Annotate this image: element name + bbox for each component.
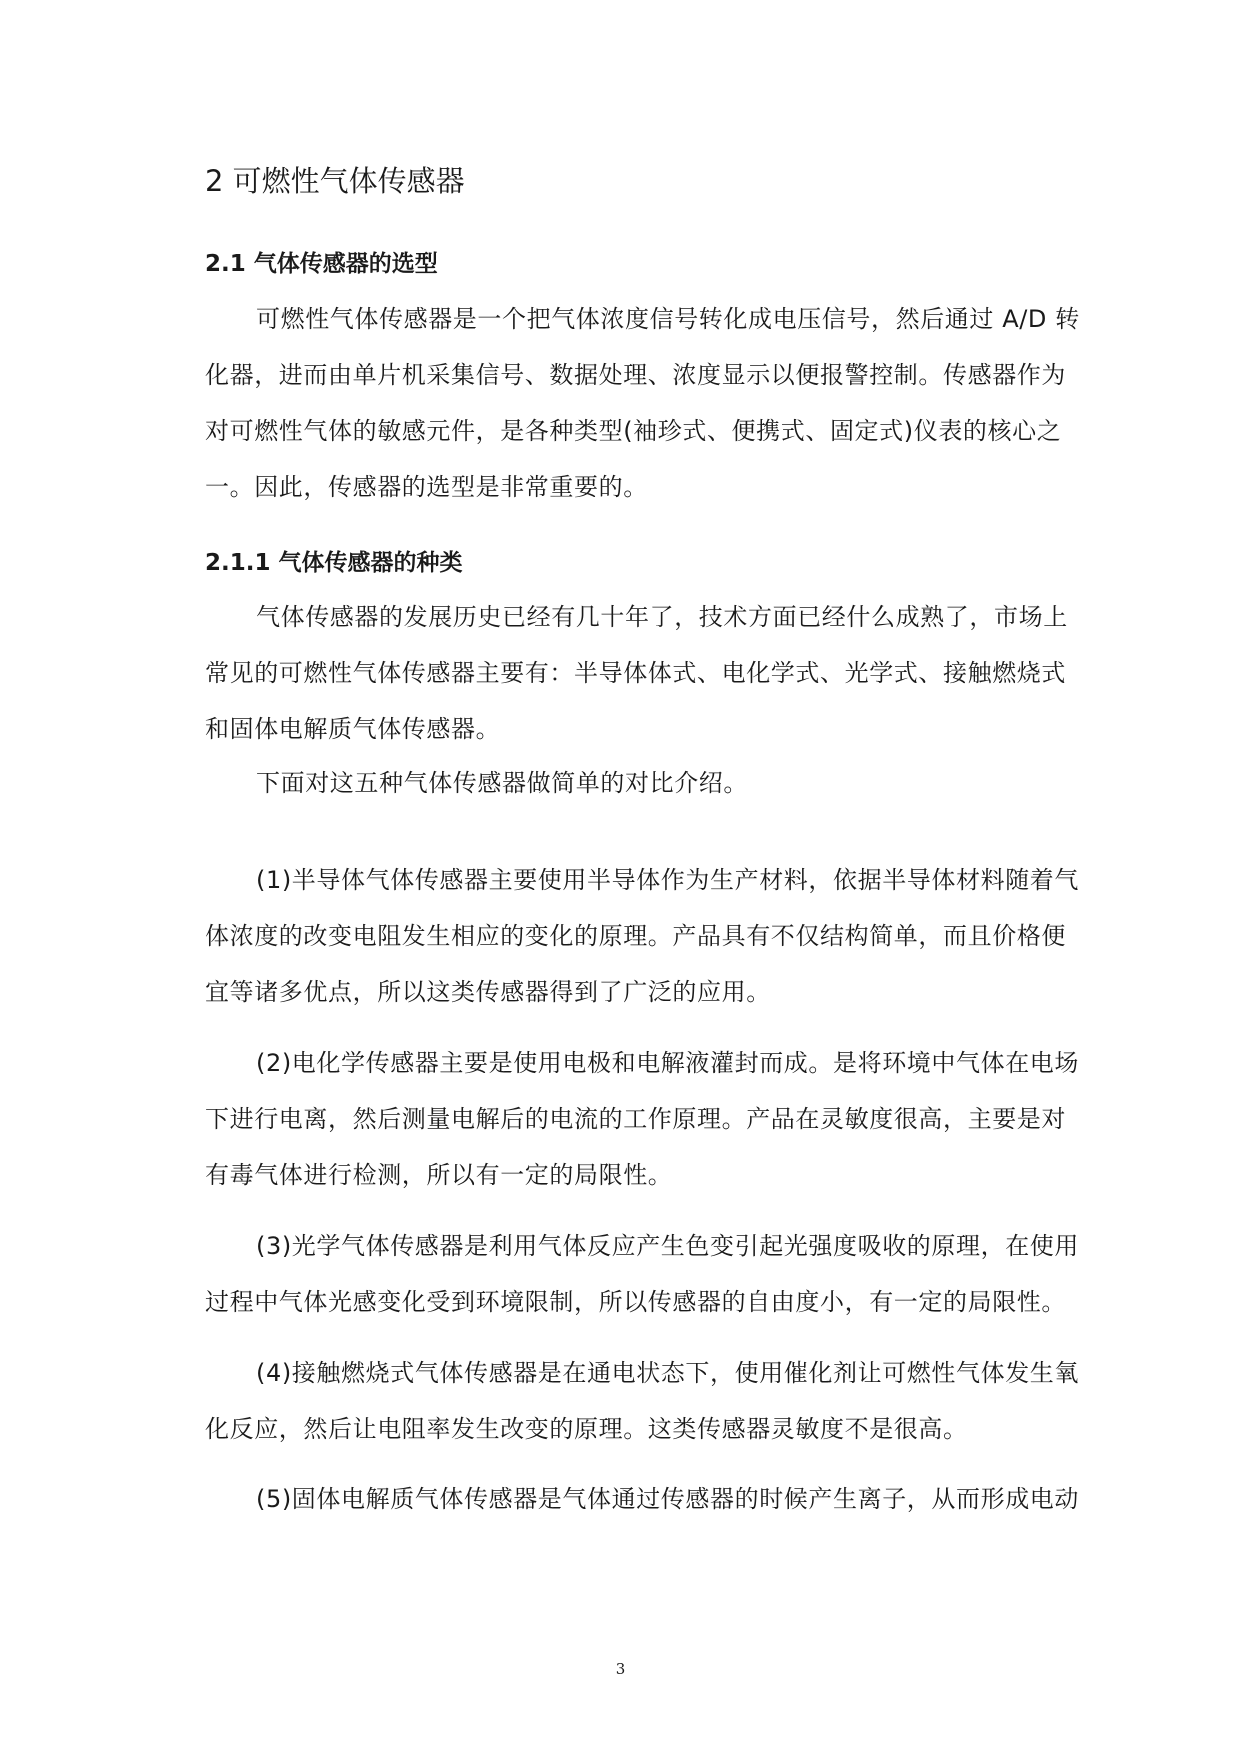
paragraph-line: (3)光学气体传感器是利用气体反应产生色变引起光强度吸收的原理，在使用: [256, 1232, 1079, 1260]
paragraph-line: 宜等诸多优点，所以这类传感器得到了广泛的应用。: [205, 978, 771, 1006]
paragraph-line: 一。因此，传感器的选型是非常重要的。: [205, 473, 648, 501]
paragraph-line: (5)固体电解质气体传感器是气体通过传感器的时候产生离子，从而形成电动: [256, 1485, 1079, 1513]
paragraph-line: 常见的可燃性气体传感器主要有：半导体体式、电化学式、光学式、接触燃烧式: [205, 659, 1066, 687]
paragraph-semiconductor: [205, 852, 1085, 1020]
paragraph-line: 体浓度的改变电阻发生相应的变化的原理。产品具有不仅结构简单，而且价格便: [205, 922, 1066, 950]
paragraph-line: 可燃性气体传感器是一个把气体浓度信号转化成电压信号，然后通过 A/D 转: [256, 305, 1080, 333]
paragraph-line: 和固体电解质气体传感器。: [205, 715, 501, 743]
chapter-heading: 2 可燃性气体传感器: [205, 164, 465, 198]
paragraph-line: (4)接触燃烧式气体传感器是在通电状态下，使用催化剂让可燃性气体发生氧: [256, 1359, 1079, 1387]
paragraph-line: 化器，进而由单片机采集信号、数据处理、浓度显示以便报警控制。传感器作为: [205, 361, 1066, 389]
paragraph-line: (2)电化学传感器主要是使用电极和电解液灌封而成。是将环境中气体在电场: [256, 1049, 1079, 1077]
paragraph-line: 对可燃性气体的敏感元件，是各种类型(袖珍式、便携式、固定式)仪表的核心之: [205, 417, 1062, 445]
paragraph-line: 化反应，然后让电阻率发生改变的原理。这类传感器灵敏度不是很高。: [205, 1415, 968, 1443]
page-number: 3: [615, 1660, 626, 1678]
paragraph-electrochemical: [205, 1035, 1085, 1203]
section-heading: 2.1 气体传感器的选型: [205, 251, 438, 277]
subsection-heading: 2.1.1 气体传感器的种类: [205, 550, 463, 576]
paragraph-line: 有毒气体进行检测，所以有一定的局限性。: [205, 1161, 673, 1189]
paragraph-solid-electrolyte: [205, 1471, 1085, 1527]
paragraph-line: 过程中气体光感变化受到环境限制，所以传感器的自由度小，有一定的局限性。: [205, 1288, 1066, 1316]
paragraph-comparison-intro: [205, 755, 1085, 811]
paragraph-optical: [205, 1218, 1085, 1330]
paragraph-line: 气体传感器的发展历史已经有几十年了，技术方面已经什么成熟了，市场上: [256, 603, 1068, 631]
paragraph-intro: [205, 291, 1085, 515]
paragraph-line: (1)半导体气体传感器主要使用半导体作为生产材料，依据半导体材料随着气: [256, 866, 1079, 894]
paragraph-history: [205, 589, 1085, 757]
paragraph-line: 下面对这五种气体传感器做简单的对比介绍。: [256, 769, 748, 797]
paragraph-catalytic: [205, 1345, 1085, 1457]
paragraph-line: 下进行电离，然后测量电解后的电流的工作原理。产品在灵敏度很高，主要是对: [205, 1105, 1066, 1133]
